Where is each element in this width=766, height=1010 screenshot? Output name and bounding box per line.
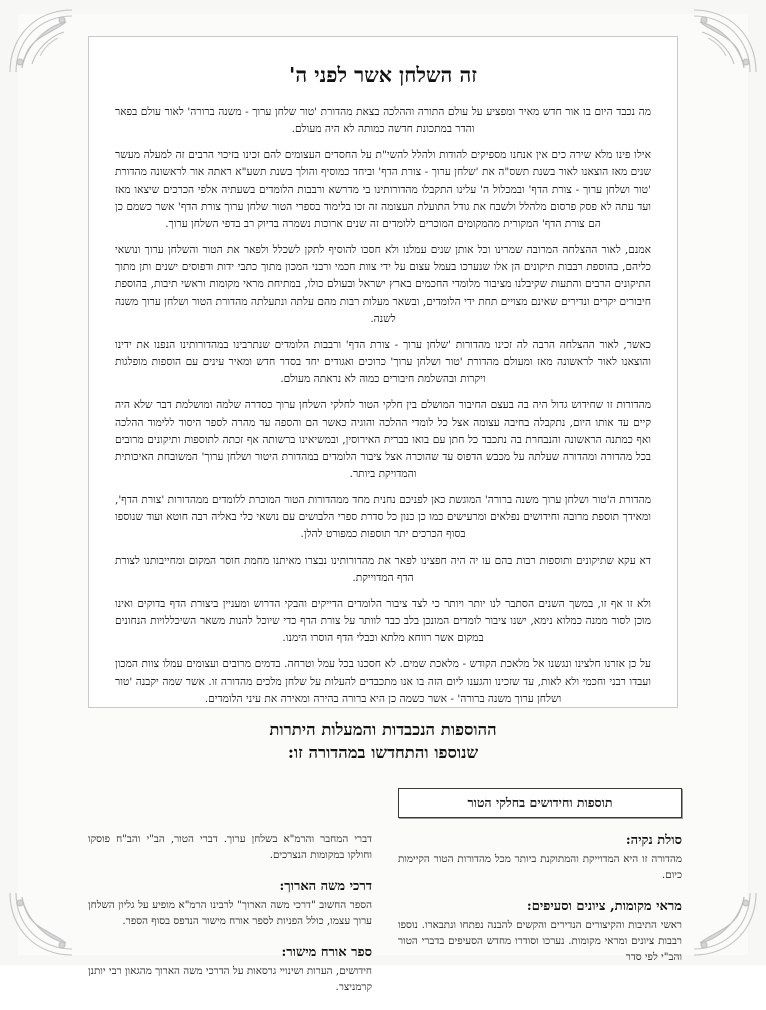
subsection-body: מהדורה זו היא המדוייקת והמתוקנת ביותר מכל מהדורות הטור הקיימות כיום. (398, 853, 682, 881)
paragraph: כאשר, לאור ההצלחה הרבה לה זכינו מהדורות 'שלחן ערוך - צורת הדף' ורבבות הלומדים שנתרבינו במהדורותינו הנפנו את ידינו והוצאנו לאור לראשונה מאז ומעולם מהדורת 'טור ושלחן ערוך' כרוכים ואגודים יחד בסדר חדש ומאיר עינים עם הוספות מופלגות ויקרות ובהשלמת חיבורים כמוה לא נראתה מעולם. (115, 338, 651, 386)
corner-ornament-icon (690, 889, 760, 959)
paragraph: דא עקא שתיקונים ותוספות רבות בהם עו יה היה חפצינו לפאר את מהדורותינו נבצרו מאיתנו מחמת חוסר המקום ומחייבותנו לצורת הדף המדוייקת. (115, 554, 651, 584)
main-text-panel (88, 36, 678, 708)
subsection-body: דברי המחבר והרמ"א בשלחן ערוך. דברי הטור, הב"י והב"ח פוסקו וחולקו במקומות הנצרכים. (88, 833, 372, 861)
column-banner-tur: תוספות וחידושים בחלקי הטור (398, 788, 682, 818)
subsection-title: דרכי משה הארוך: (279, 878, 372, 894)
section-heading (88, 718, 678, 764)
two-column-section (88, 788, 682, 1010)
paragraph: אמנם, לאור ההצלחה המרובה שמרינו וכל אותן שנים עמלנו ולא חסכו להוסיף לתקן לשכלל ולפאר את הטור והשלחן ערוך ונושאי כליהם, בהוספת רבבות תיקונים הן אלו שנערכו בעמל עצום על ידי צוות חכמי ורבני המכון מתוך כתבי ידות ודפוסים ישנים ותן מתוך התיקונים הרבים והתעות שקיבלנו מציבור מלומדי החכמים בארץ ישראל ובעולם כולו, במתיחת מראי מקומות וראשי תיבות, בהוספת חיבורים יקרים ונדירים שאינם מצויים תחת ידי הלומדים, ובשאר מעלות רבות מהם עלתה ונתעלתה מהדורת הטור ושלחן ערוך משנה לשנה. (115, 244, 651, 325)
corner-ornament-icon (6, 6, 76, 76)
paragraph: מהדורת ה'טור ושלחן ערוך משנה ברורה' המוגשת כאן לפניכם נחנית מחד ממהדורות הטור המוכרת ללומדים ממהדורות 'צורת הדף', ומאידך תוספת מרובה וחידושים נפלאים ומרעישים כמו כן כנון כל סדרת ספרי הלבושים עם נושאי כלי באליה רבה חוטא ועוד שנוספו בסוף הכרכים יתר תוספות כמפורט להלן. (115, 494, 651, 541)
column-spacer (88, 788, 372, 832)
subsection-title: סולת נקיה: (625, 833, 682, 848)
corner-ornament-icon (6, 889, 76, 959)
subsection-body: הספר החשוב "דרכי משה הארוך" לרבינו הרמ"א מופיע על גליון השלחן ערוך עצמו, כולל הפניות לספר אורח מישור הנדפס בסוף הספר. (88, 898, 372, 927)
page-title: זה השלחן אשר לפני ה' (289, 63, 477, 87)
paragraph: אילו פינו מלא שירה כים אין אנחנו מספיקים להודות ולהלל להשי"ת על החסדים העצומים להם זכינו בזיכוי הרבים זה למעלה מעשר שנים מאז הוצאנו לאור בשנת תשס"ה את 'שלחן ערוך - צורת הדף' וביחד כמוסיף והולך בשנת תשע"א ראתה אור לראשונה מהדורת 'טור ושלחן ערוך - צורת הדף' ובמכלול ה' עלינו התקבלו מהדורותינו בי מדרשא ורבבות הלומדים בשעתיה אלפי הכרכים שיצאו מאז ועד עתה לא פסק פרסום מלהלל ולשבח את גודל התועלת העצומה זה זכו בלימוד בספרי הטור שלחן ערוך צורת הדף' אשר כשמם כן הם צורת הדף' המקורית מהמקומים המוכרים ללומדים זה שנים ארוכות נשמרה בדיוק רב בדפי השלחן ערוך. (115, 149, 651, 230)
column-right (398, 788, 682, 1010)
subsection-body: ראשי התיבות והקיצורים הנדירים והקשים להבנה נפתחו ונתבארו. נוספו רבבות ציונים ומראי מקומות. נערכו וסודרו מחדש הסעיפים בדברי הטור והב"י לפי סדר (398, 918, 682, 963)
subsection-title: ספר אורח מישור: (281, 944, 372, 960)
paragraph: ולא זו אף זו, במשך השנים הסתבר לנו יותר ויותר כי לצד ציבור הלומדים הדייקים והבקי הדרוש ומעניין ביצורת הדף בדוקים ואינו מוכן לסור ממנה כמלוא נימא, ישנו ציבור לומדים המונכן בלב כבד לוותר על צורת הדף כדי שיוכל להנות משאר השיכללויות הנחונים במקום אשר רווחא מלתא וכבלי הדף הוסרו הימנו. (115, 597, 651, 645)
section-heading-line1: ההוספות הנכבדות והמעלות היתרות (269, 720, 497, 739)
paragraph: על כן אזרנו חלצינו ונגשנו אל מלאכת הקודש - מלאכת שמים. לא חסכנו בכל עמל וטרחה. בדמים מרובים ועצומים עמלו צוות המכון ועבדו רבני וחכמי ולא לאות, עד שזכינו והגענו ליום הזה בו אנו מתכבדים להעלות על שלחן מלכים מהדורה זו. אשר שמה יקבנה 'טור ושלחן ערוך משנה ברורה' - אשר כשמה כן היא ברורה בהירה ומאירה את עיני הלומדים. (115, 658, 651, 705)
subsection-title: מראי מקומות, ציונים וסעיפים: (526, 898, 682, 914)
paragraph: מהדורות זו שחידוש גדול היה בה בעצם החיבור המושלם בין חלקי הטור לחלקי השלחן ערוך כסדרה שלמה ומושלמת דבר שלא היה קיים עד אותו היום, נתקבלה בחיבה עצומה אצל כל לומדי ההלכה והוגיה כאשר הם והספה עד מהרה לספר היסוד ללימוד ההלכה ואף כמתנה הראשונה והנבחרת בה נתכבד כל חתן עם בואו בברית האירוסין, ובמשיאינו ברשותה אף זכתה לתוספות ותיקונים מרובים בכל מהדורה ומהדורה שעלתה על מכבש הדפוס עד שהוכרה אצל ציבור הלומדים במהדורת היטור ושלחן ערוך' המשובחת האיכותית והמדויקת ביותר. (115, 399, 651, 480)
section-heading-line2: שנוספו והתחדשו במהדורה זו: (287, 743, 479, 763)
corner-ornament-icon (690, 6, 760, 76)
paragraph: מה נכבד היום בו אור חדש מאיר ומפציע על עולם התורה וההלכה בצאת מהדורת 'טור שלחן ערוך - משנה ברורה' לאור עולם בפאר והדר במתכונת חדשה כמותה לא היה מעולם. (115, 106, 651, 136)
subsection-body: חידושים, הערות ושינויי גרסאות על הדרכי משה הארוך מהגאון רבי יותנן קרמניצר. (88, 964, 372, 993)
column-left (88, 788, 372, 1010)
